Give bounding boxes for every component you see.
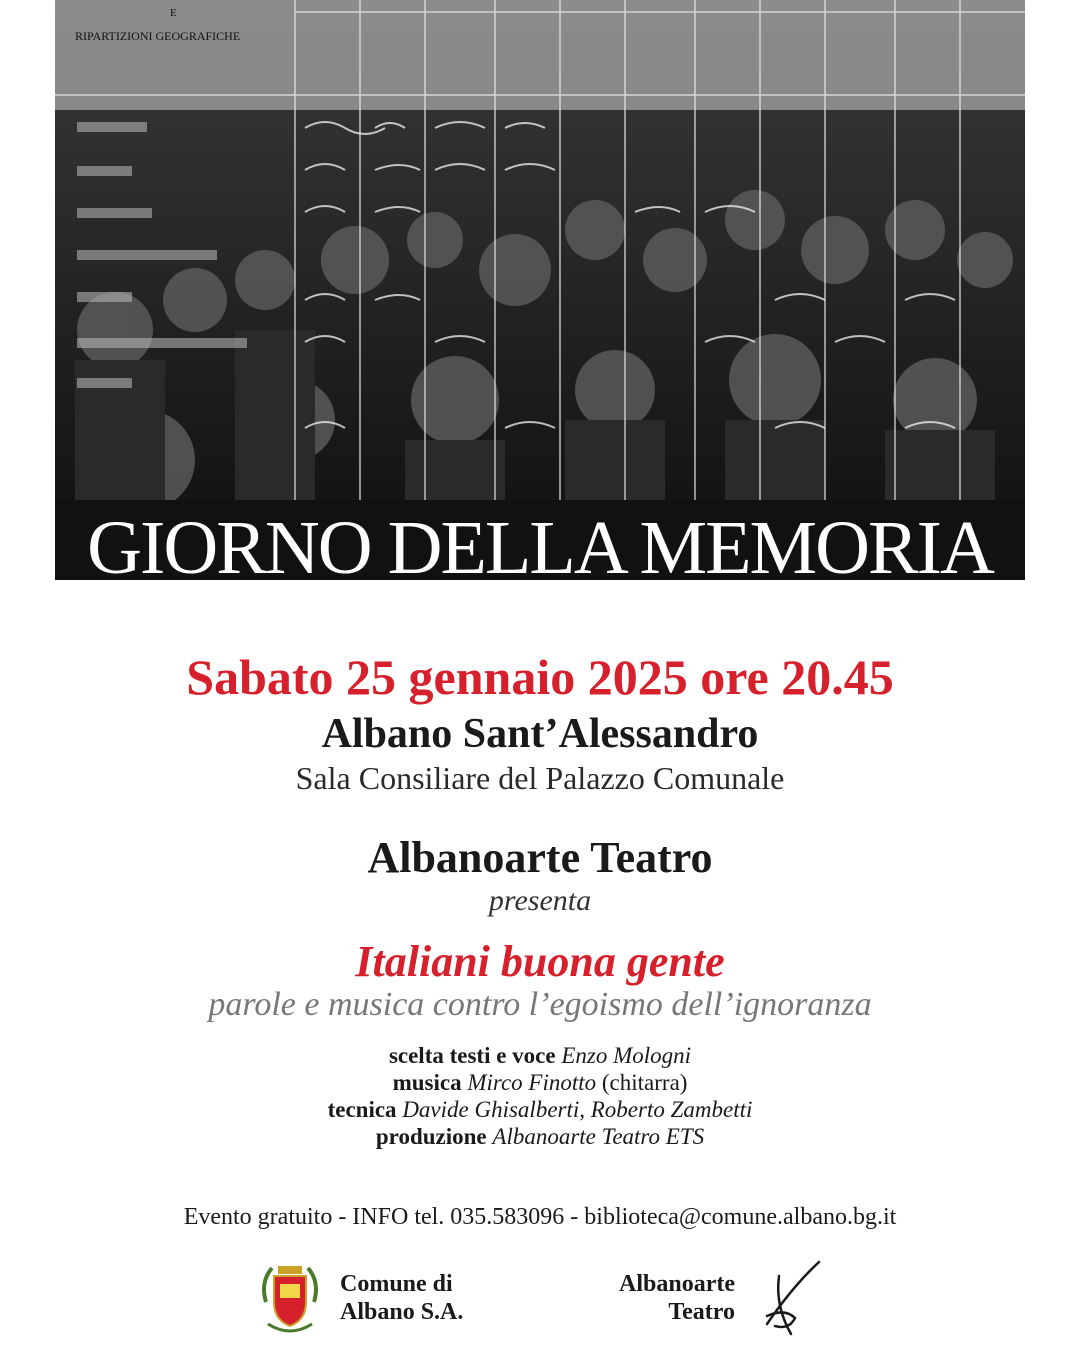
credit-line [0,1123,1080,1150]
show-subtitle: parole e musica contro l’egoismo dell’ignoranza [208,986,872,1023]
credit-extra: (chitarra) [601,1070,688,1095]
credit-name: Mirco Finotto [467,1070,597,1095]
teatro-line-2: Teatro [668,1299,735,1325]
comune-line-2: Albano S.A. [340,1299,464,1325]
credit-name: Davide Ghisalberti, Roberto Zambetti [402,1097,753,1122]
ledger-photo-illustration [55,0,1025,580]
teatro-line-1: Albanoarte [619,1271,735,1297]
table-header-letter: E [170,7,177,19]
credit-role: tecnica [327,1097,397,1122]
event-hall: Sala Consiliare del Palazzo Comunale [295,760,785,796]
teatro-name [600,1270,735,1326]
credit-role: produzione [375,1124,487,1149]
event-place: Albano Sant’Alessandro [321,711,759,757]
event-date-time: Sabato 25 gennaio 2025 ore 20.45 [186,649,894,705]
comune-name [340,1270,463,1326]
credit-role: musica [392,1070,462,1095]
presents-label: presenta [488,884,592,917]
hero-photo [55,0,1025,580]
credit-line [0,1096,1080,1123]
comune-crest-icon [258,1262,322,1338]
credit-role: scelta testi e voce [388,1043,556,1068]
credit-name: Albanoarte Teatro ETS [492,1124,705,1149]
credit-line [0,1069,1080,1096]
contact-info: Evento gratuito - INFO tel. 035.583096 - biblioteca@comune.albano.bg.it [183,1204,897,1230]
show-title: Italiani buona gente [355,937,725,986]
credit-line [0,1042,1080,1069]
credit-name: Enzo Mologni [561,1043,692,1068]
comune-line-1: Comune di [340,1271,453,1297]
table-header-label: RIPARTIZIONI GEOGRAFICHE [75,29,241,43]
poster-title: GIORNO DELLA MEMORIA [87,508,993,588]
albanoarte-logo-icon [745,1258,825,1338]
company-name: Albanoarte Teatro [367,833,713,882]
